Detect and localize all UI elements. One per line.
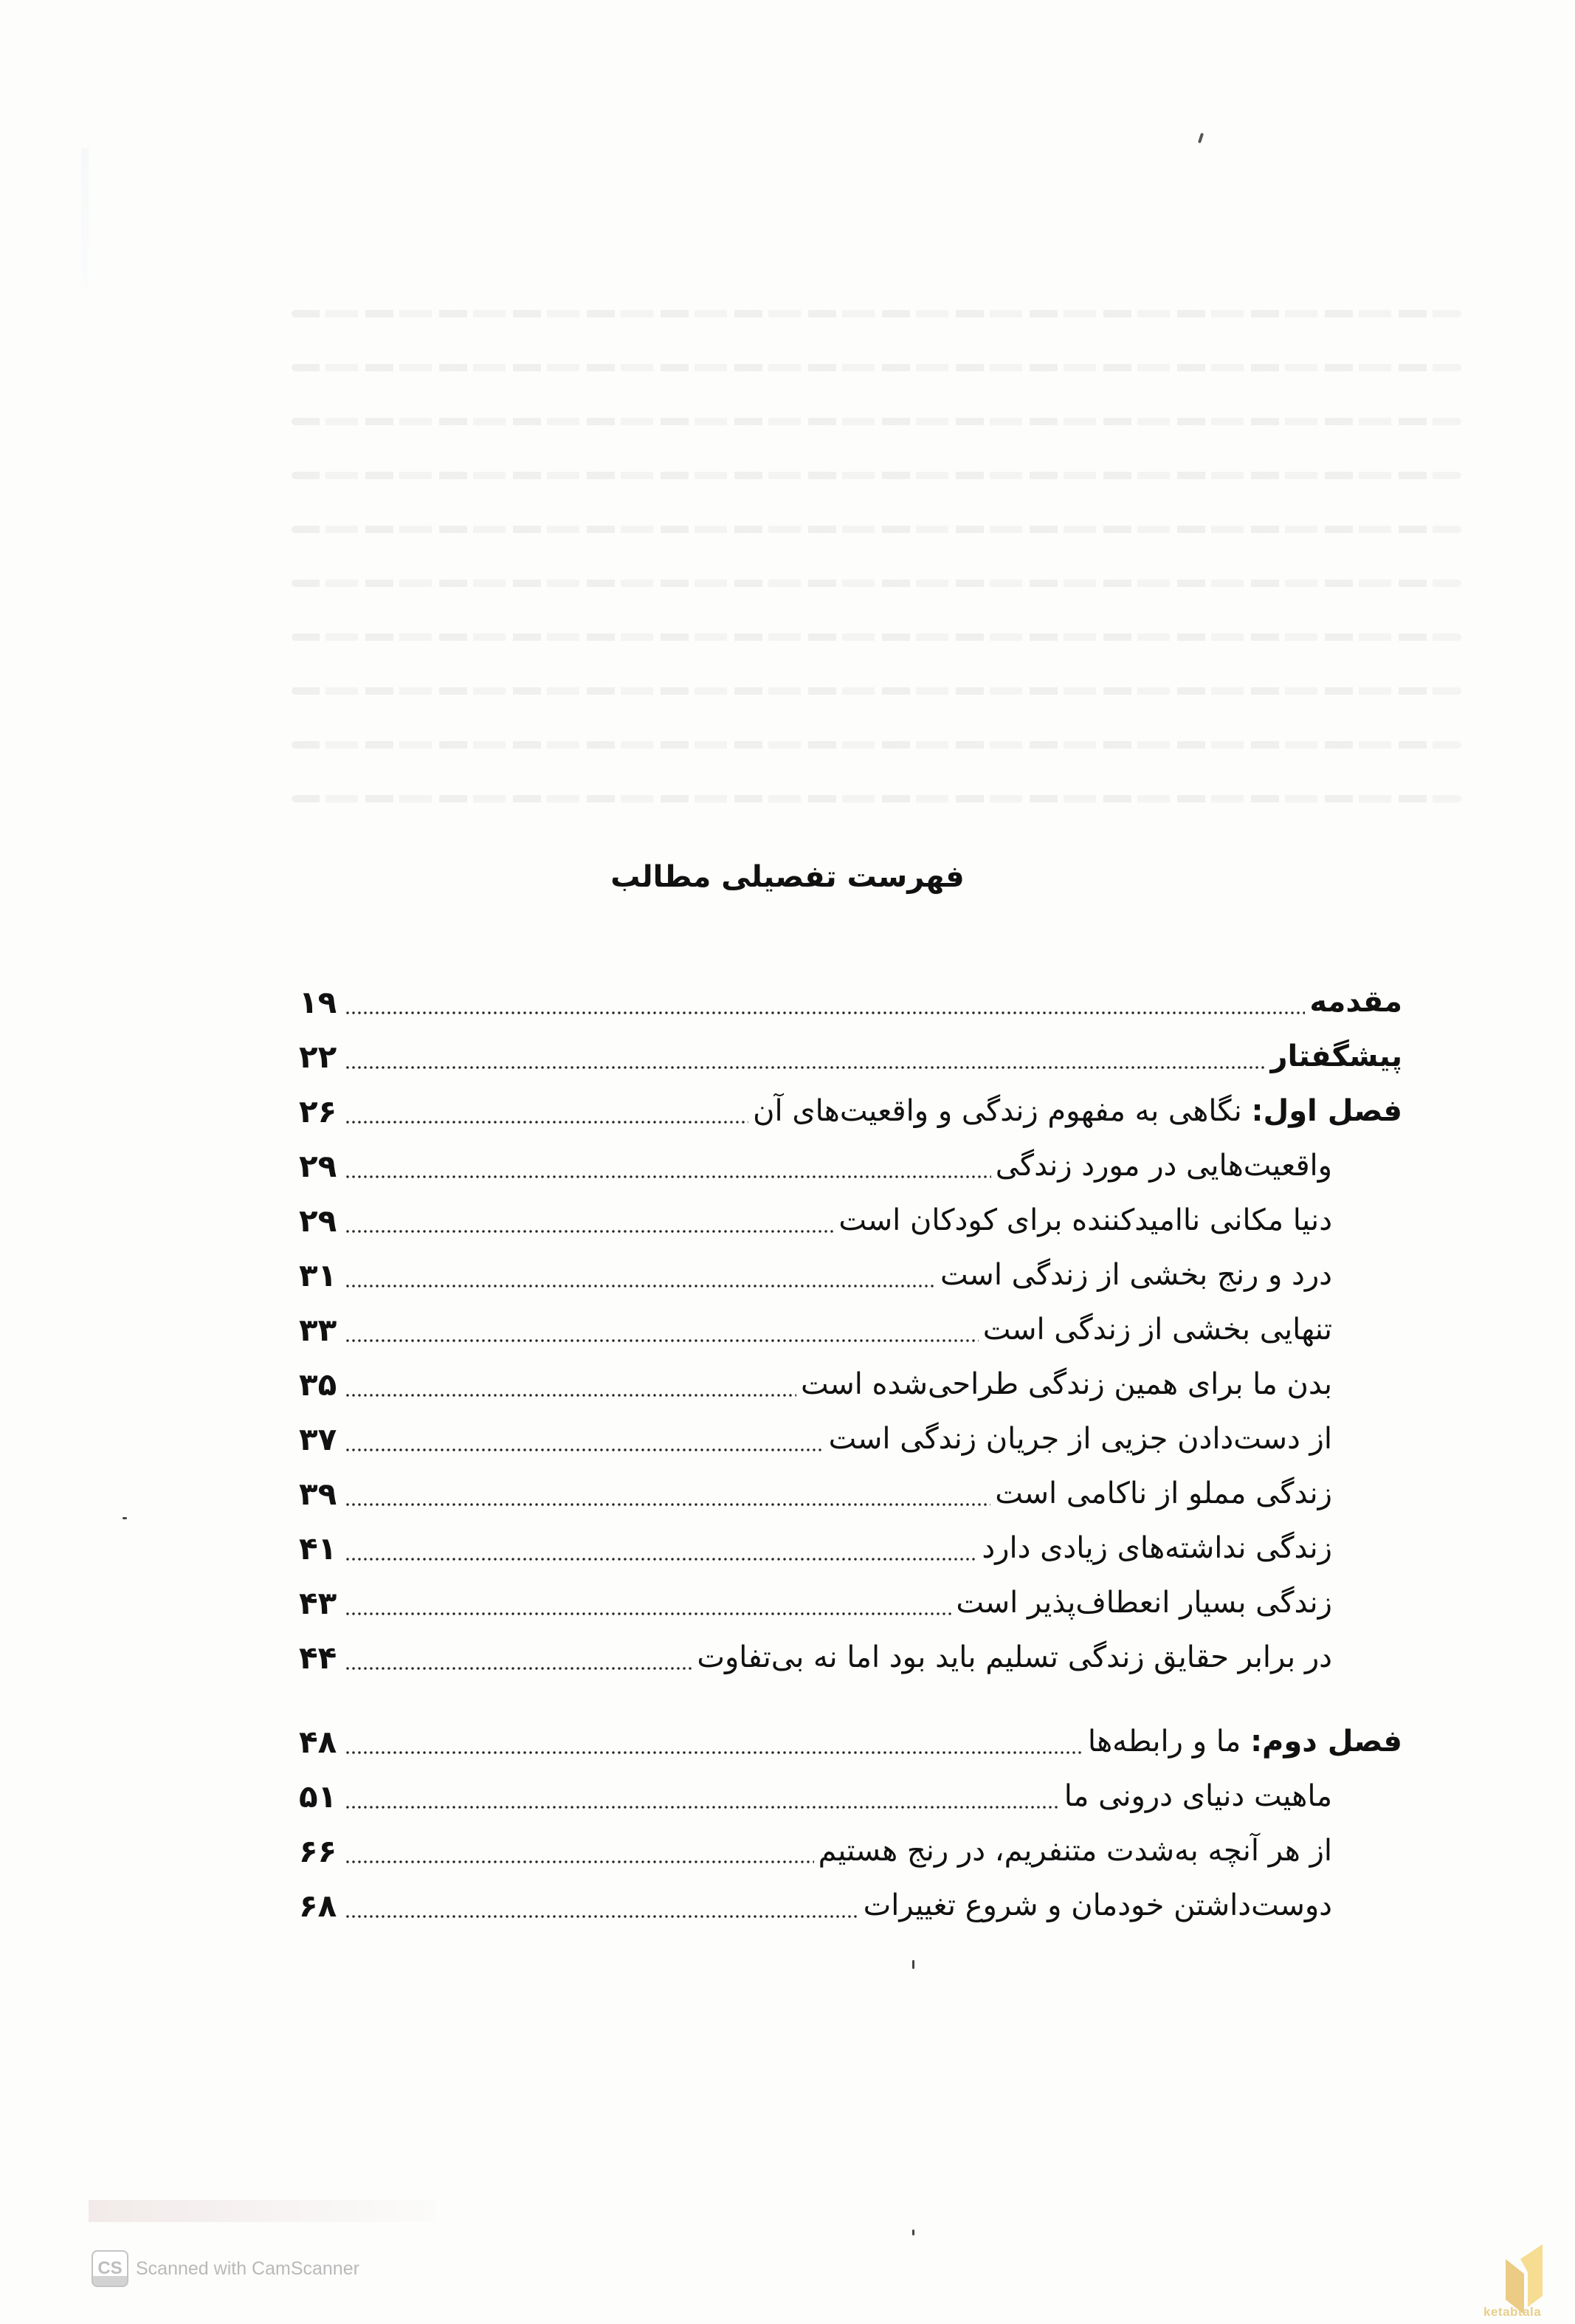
table-of-contents <box>299 974 1402 1933</box>
toc-entry[interactable] <box>299 974 1402 1029</box>
chapter-prefix: فصل دوم: <box>1250 1725 1402 1759</box>
dot-leader <box>345 1121 748 1124</box>
ink-mark <box>912 1960 914 1969</box>
toc-entry[interactable] <box>299 1029 1402 1084</box>
dot-leader <box>345 1175 991 1178</box>
toc-page-number: ۴۴ <box>299 1639 337 1676</box>
toc-page-number: ۳۵ <box>299 1366 337 1403</box>
toc-page-number: ۶۶ <box>299 1832 337 1869</box>
dot-leader <box>345 1667 692 1670</box>
toc-subentry[interactable] <box>299 1302 1402 1357</box>
scan-smudge <box>89 2200 435 2222</box>
watermark-text: Scanned with CamScanner <box>136 2258 359 2279</box>
ink-mark <box>123 1517 127 1519</box>
dot-leader <box>345 1558 977 1561</box>
toc-entry-label: زندگی بسیار انعطاف‌پذیر است <box>956 1586 1332 1620</box>
faded-line <box>292 310 1461 317</box>
toc-subentry[interactable] <box>299 1466 1402 1521</box>
toc-page-number: ۶۸ <box>299 1887 337 1924</box>
toc-page-number: ۲۹ <box>299 1147 337 1184</box>
toc-chapter-entry[interactable] <box>299 1714 1402 1769</box>
camscanner-logo-icon: CS <box>92 2250 128 2287</box>
faded-line <box>292 526 1461 533</box>
toc-subentry[interactable] <box>299 1575 1402 1630</box>
toc-subentry[interactable] <box>299 1878 1402 1933</box>
dot-leader <box>345 1230 834 1233</box>
faded-line <box>292 795 1461 802</box>
brand-name: ketabtala <box>1483 2305 1542 2319</box>
toc-entry-label: دنیا مکانی ناامیدکننده برای کودکان است <box>838 1203 1332 1237</box>
chapter-title: ما و رابطه‌ها <box>1087 1725 1251 1759</box>
toc-entry-label: دوست‌داشتن خودمان و شروع تغییرات <box>863 1888 1332 1922</box>
toc-entry-label <box>1088 1725 1402 1759</box>
toc-entry-label: زندگی مملو از ناکامی است <box>995 1476 1332 1510</box>
toc-entry-label: زندگی نداشته‌های زیادی دارد <box>982 1531 1332 1565</box>
toc-subentry[interactable] <box>299 1412 1402 1466</box>
toc-entry-label: در برابر حقایق زندگی تسلیم باید بود اما نه بی‌تفاوت <box>697 1640 1332 1674</box>
toc-entry-label: پیشگفتار <box>1270 1039 1402 1073</box>
toc-subentry[interactable] <box>299 1521 1402 1575</box>
toc-subentry[interactable] <box>299 1248 1402 1302</box>
toc-page-number: ۲۲ <box>299 1038 337 1075</box>
dot-leader <box>345 1860 814 1863</box>
faded-line <box>292 472 1461 479</box>
toc-subentry[interactable] <box>299 1138 1402 1193</box>
dot-leader <box>345 1612 951 1615</box>
faded-line <box>292 741 1461 749</box>
faded-line <box>292 580 1461 587</box>
toc-page-number: ۴۸ <box>299 1723 337 1760</box>
toc-entry-label: واقعیت‌هایی در مورد زندگی <box>995 1149 1332 1183</box>
dot-leader <box>345 1751 1083 1754</box>
toc-page-number: ۳۹ <box>299 1475 337 1512</box>
faded-line <box>292 633 1461 641</box>
ink-mark <box>912 2230 914 2235</box>
faded-line <box>292 364 1461 371</box>
toc-subentry[interactable] <box>299 1357 1402 1412</box>
toc-page-number: ۲۶ <box>299 1093 337 1130</box>
toc-entry-label: درد و رنج بخشی از زندگی است <box>940 1258 1332 1292</box>
toc-entry-label: بدن ما برای همین زندگی طراحی‌شده است <box>800 1367 1332 1401</box>
page-edge-shadow <box>81 148 89 310</box>
toc-subentry[interactable] <box>299 1823 1402 1878</box>
toc-entry-label: تنهایی بخشی از زندگی است <box>982 1313 1332 1347</box>
toc-entry-label: از دست‌دادن جزیی از جریان زندگی است <box>828 1422 1332 1456</box>
toc-page-number: ۱۹ <box>299 983 337 1020</box>
page-title: فهرست تفصیلی مطالب <box>610 860 965 894</box>
show-through-text <box>292 310 1461 849</box>
toc-entry-label <box>753 1094 1402 1128</box>
toc-page-number: ۳۱ <box>299 1256 337 1293</box>
dot-leader <box>345 1011 1305 1014</box>
dot-leader <box>345 1503 990 1506</box>
toc-entry-label: ماهیت دنیای درونی ما <box>1064 1779 1332 1813</box>
toc-page-number: ۳۳ <box>299 1311 337 1348</box>
toc-page-number: ۳۷ <box>299 1420 337 1457</box>
toc-page-number: ۴۱ <box>299 1530 337 1567</box>
dot-leader <box>345 1285 936 1288</box>
camscanner-watermark <box>92 2250 359 2287</box>
dot-leader <box>345 1448 824 1451</box>
toc-entry-label: مقدمه <box>1309 985 1402 1019</box>
toc-entry-label: از هر آنچه به‌شدت متنفریم، در رنج هستیم <box>818 1834 1332 1868</box>
toc-page-number: ۵۱ <box>299 1778 337 1815</box>
dot-leader <box>345 1339 979 1342</box>
dot-leader <box>345 1066 1266 1069</box>
toc-chapter-entry[interactable] <box>299 1084 1402 1138</box>
faded-line <box>292 687 1461 695</box>
chapter-prefix: فصل اول: <box>1251 1094 1402 1128</box>
toc-subentry[interactable] <box>299 1193 1402 1248</box>
toc-subentry[interactable] <box>299 1630 1402 1685</box>
faded-line <box>292 418 1461 425</box>
dot-leader <box>345 1915 859 1918</box>
dot-leader <box>345 1394 796 1397</box>
chapter-title: نگاهی به مفهوم زندگی و واقعیت‌های آن <box>753 1094 1252 1128</box>
toc-subentry[interactable] <box>299 1769 1402 1823</box>
toc-page-number: ۴۳ <box>299 1584 337 1621</box>
dot-leader <box>345 1806 1060 1809</box>
ink-mark <box>1198 133 1204 144</box>
toc-page-number: ۲۹ <box>299 1202 337 1239</box>
